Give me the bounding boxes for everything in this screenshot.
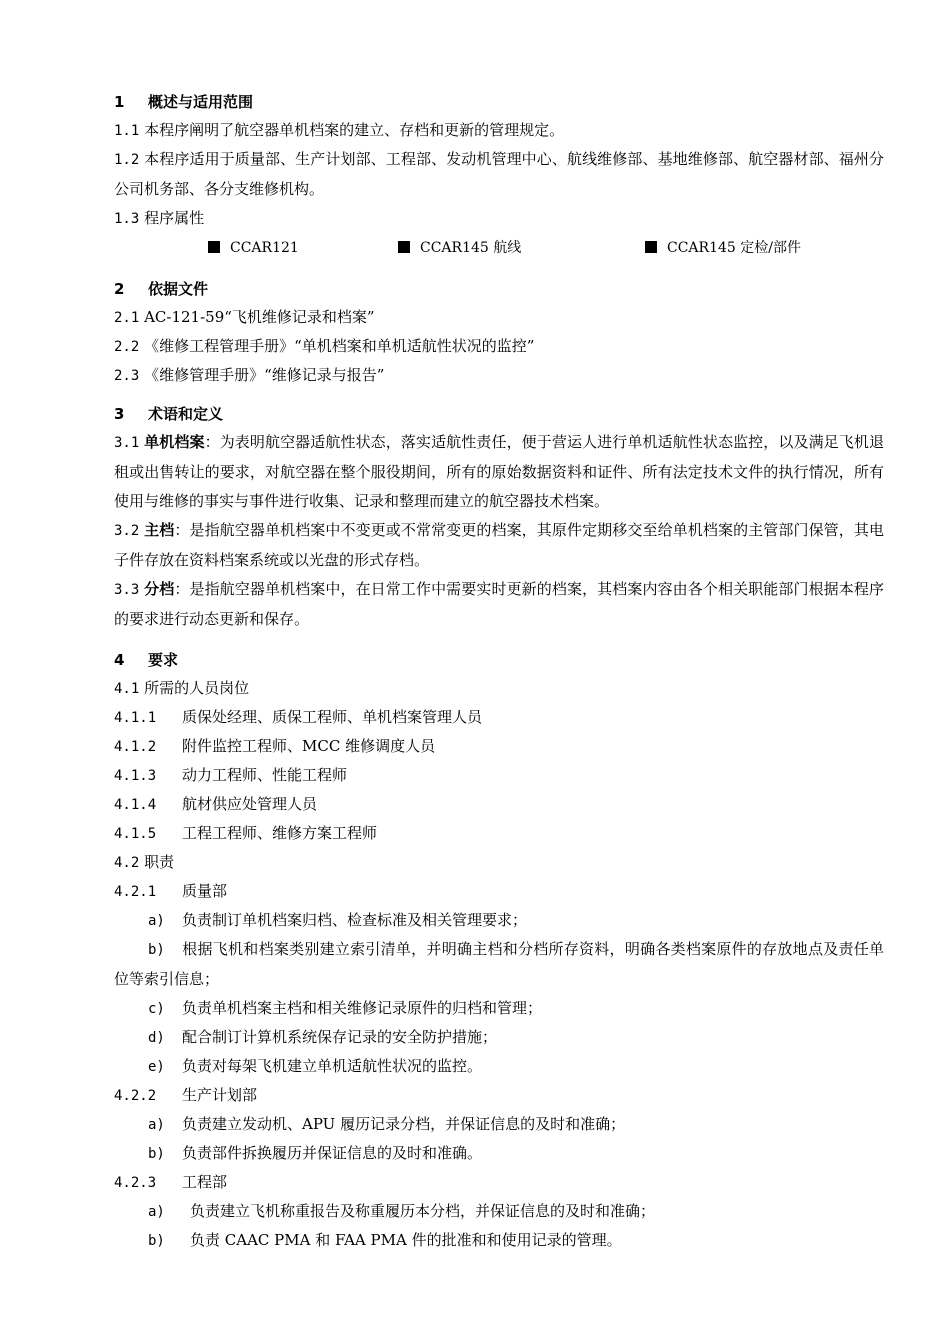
planning-duty-a: a) 负责建立发动机、APU 履历记录分档，并保证信息的及时和准确； [148, 1115, 626, 1133]
quality-duty-c: c) 负责单机档案主档和相关维修记录原件的归档和管理； [148, 999, 543, 1017]
engineering-duty-a: a) 负责建立飞机称重报告及称重履历本分档，并保证信息的及时和准确； [148, 1202, 656, 1220]
reference-2-1: 2.1 AC-121-59“飞机维修记录和档案” [114, 308, 375, 326]
quality-duty-a: a) 负责制订单机档案归档、检查标准及相关管理要求； [148, 911, 528, 929]
attribute-ccar145-line: CCAR145 航线 [398, 233, 521, 263]
attribute-ccar145-check: CCAR145 定检/部件 [645, 233, 801, 263]
quality-duty-d: d) 配合制订计算机系统保存记录的安全防护措施； [148, 1028, 498, 1046]
role-4-1-2: 4.1.2 附件监控工程师、MCC 维修调度人员 [114, 737, 436, 755]
role-4-1-4: 4.1.4 航材供应处管理人员 [114, 795, 318, 813]
checked-square-icon [208, 241, 220, 253]
reference-2-3: 2.3 《维修管理手册》“维修记录与报告” [114, 366, 385, 384]
section-2-heading: 2 依据文件 [114, 280, 209, 298]
procedure-attributes [114, 233, 884, 263]
checked-square-icon [398, 241, 410, 253]
role-4-1-5: 4.1.5 工程工程师、维修方案工程师 [114, 824, 378, 842]
clause-1-1: 1.1 本程序阐明了航空器单机档案的建立、存档和更新的管理规定。 [114, 121, 565, 139]
engineering-dept-heading: 4.2.3 工程部 [114, 1173, 228, 1191]
clause-4-1: 4.1 所需的人员岗位 [114, 679, 250, 697]
section-1-heading: 1 概述与适用范围 [114, 93, 254, 111]
document-page [114, 88, 884, 1255]
quality-duty-e: e) 负责对每架飞机建立单机适航性状况的监控。 [148, 1057, 483, 1075]
definition-3-1: 3.1 单机档案：为表明航空器适航性状态，落实适航性责任，便于营运人进行单机适航性状态监控，以及满足飞机退租或出售转让的要求，对航空器在整个服役期间，所有的原始数据资料和证件、所有法定技术文件的执行情况，所有使用与维修的事实与事件进行收集、记录和整理而建立的航空器技术档案。 [114, 433, 884, 510]
quality-duty-b: b) 根据飞机和档案类别建立索引清单，并明确主档和分档所存资料，明确各类档案原件的存放地点及责任单位等索引信息； [114, 940, 884, 988]
clause-4-2: 4.2 职责 [114, 853, 175, 871]
checked-square-icon [645, 241, 657, 253]
section-3-heading: 3 术语和定义 [114, 405, 224, 423]
quality-dept-heading: 4.2.1 质量部 [114, 882, 228, 900]
section-4-heading: 4 要求 [114, 651, 179, 669]
clause-1-3: 1.3 程序属性 [114, 209, 205, 227]
reference-2-2: 2.2 《维修工程管理手册》“单机档案和单机适航性状况的监控” [114, 337, 535, 355]
clause-1-2: 1.2 本程序适用于质量部、生产计划部、工程部、发动机管理中心、航线维修部、基地维修部、航空器材部、福州分公司机务部、各分支维修机构。 [114, 150, 884, 198]
definition-3-3: 3.3 分档：是指航空器单机档案中，在日常工作中需要实时更新的档案，其档案内容由各个相关职能部门根据本程序的要求进行动态更新和保存。 [114, 580, 884, 628]
planning-dept-heading: 4.2.2 生产计划部 [114, 1086, 258, 1104]
engineering-duty-b: b) 负责 CAAC PMA 和 FAA PMA 件的批准和和使用记录的管理。 [148, 1231, 622, 1249]
attribute-ccar121: CCAR121 [208, 233, 299, 263]
role-4-1-1: 4.1.1 质保处经理、质保工程师、单机档案管理人员 [114, 708, 483, 726]
planning-duty-b: b) 负责部件拆换履历并保证信息的及时和准确。 [148, 1144, 483, 1162]
definition-3-2: 3.2 主档：是指航空器单机档案中不变更或不常常变更的档案，其原件定期移交至给单机档案的主管部门保管，其电子件存放在资料档案系统或以光盘的形式存档。 [114, 521, 884, 569]
role-4-1-3: 4.1.3 动力工程师、性能工程师 [114, 766, 348, 784]
